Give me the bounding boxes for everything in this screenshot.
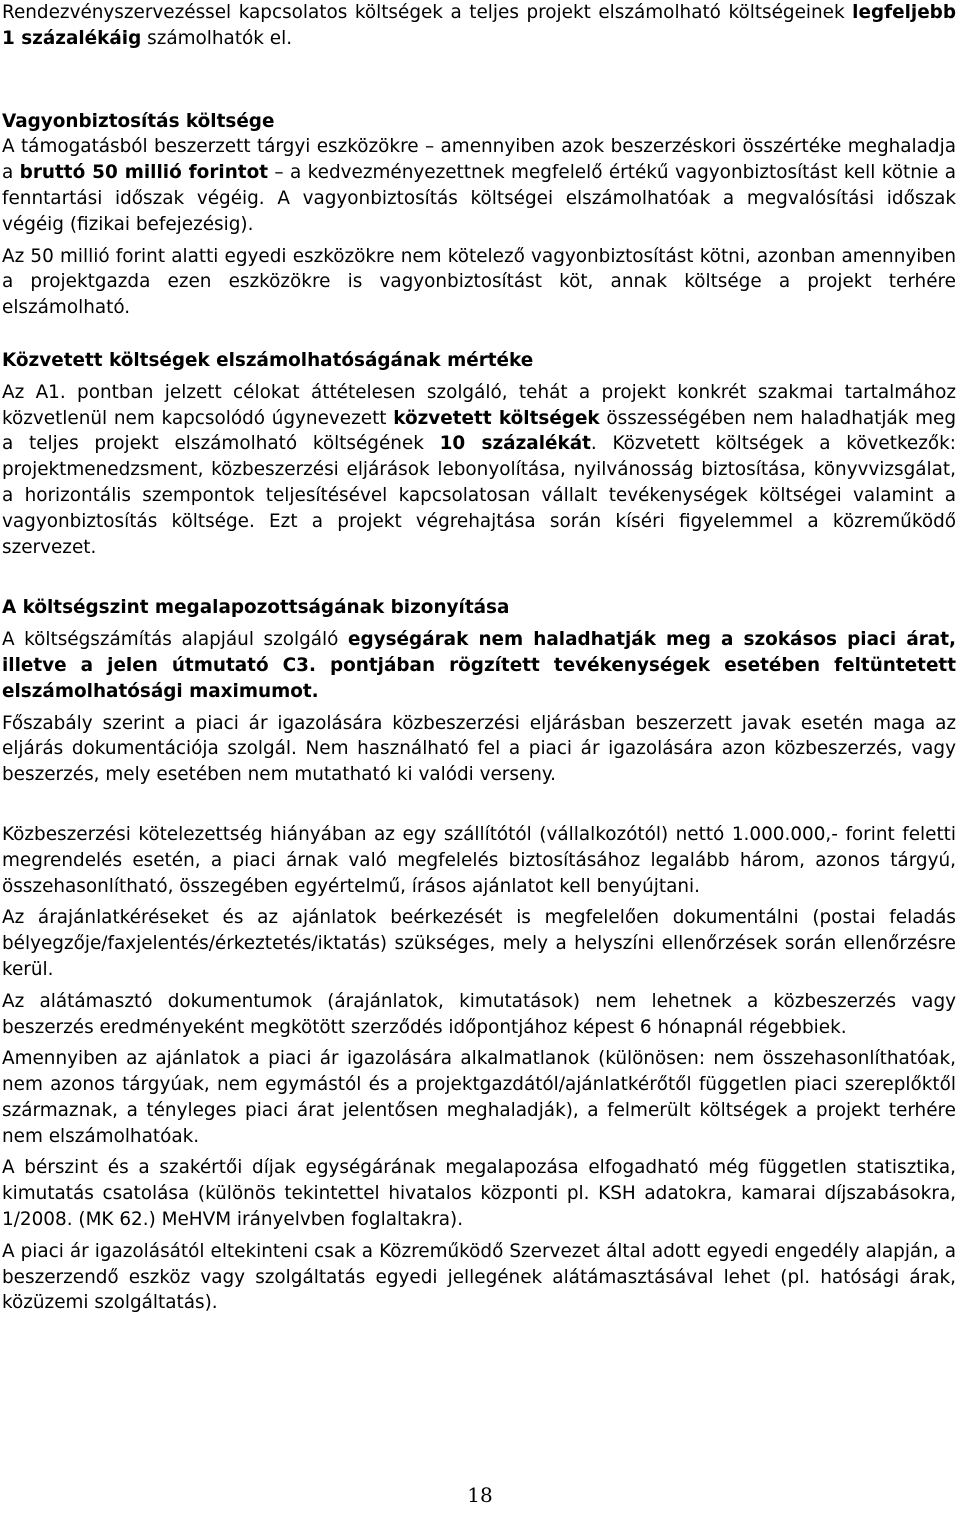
bold-run: 10 százalékát [439, 433, 591, 455]
text-run: – a kedvezményezettnek megfelelő értékű vagyonbiztosítást kell kötnie a fenntartási időszak végéig. A vagyonbiztosítás költségei elszámolhatóak a megvalósítási időszak végéig (fizikai befejezésig). [2, 162, 956, 235]
cost-level-paragraph-3: Közbeszerzési kötelezettség hiányában az egy szállítótól (vállalkozótól) nettó 1.000.000,- forint feletti megrendelés esetén, a piaci árnak való megfelelés biztosításához legalább három, azonos tárgyú, összehasonlítható, összegében egyértelmű, írásos ajánlatot kell benyújtani. [2, 823, 956, 897]
text-run: A költségszámítás alapjául szolgáló [2, 629, 348, 651]
text-run: Az A1. pontban jelzett célokat áttételesen szolgáló, tehát a projekt konkrét szakmai tartalmához közvetlenül nem kapcsolódó úgynevezett [2, 381, 956, 429]
indirect-costs-paragraph [2, 380, 956, 561]
bold-run: legfeljebb 1 százalékáig [2, 2, 956, 49]
insurance-paragraph-1 [2, 134, 956, 237]
cost-level-paragraph-1 [2, 627, 956, 704]
page-number: 18 [467, 1483, 493, 1507]
cost-level-paragraph-6: Amennyiben az ajánlatok a piaci ár igazolására alkalmatlanok (különösen: nem összehasonlíthatóak, nem azonos tárgyúak, nem egymástól és a projektgazdától/ajánlatkérőtől független piaci szereplőktől származnak, a tényleges piaci árat jelentősen meghaladják), a felmerült költségek a projekt terhére nem elszámolhatóak. [2, 1048, 956, 1147]
cost-level-paragraph-8: A piaci ár igazolásától eltekinteni csak a Közreműködő Szervezet által adott egyedi engedély alapján, a beszerzendő eszköz vagy szolgáltatás egyedi jellegének alátámasztásával lehet (pl. hatósági árak, közüzemi szolgáltatás). [2, 1240, 956, 1314]
text-run: összességében nem haladhatják meg a teljes projekt elszámolható költségének [2, 407, 956, 455]
cost-level-paragraph-4: Az árajánlatkéréseket és az ajánlatok beérkezését is megfelelően dokumentálni (postai feladás bélyegzője/faxjelentés/érkeztetés/iktatás) szükséges, mely a helyszíni ellenőrzések során ellenőrzésre kerül. [2, 907, 956, 980]
intro-paragraph [2, 0, 956, 52]
indirect-costs-heading: Közvetett költségek elszámolhatóságának mértéke [2, 349, 534, 371]
text-run: . Közvetett költségek a következők: projektmenedzsment, közbeszerzési eljárások lebonyolítása, nyilvánosság biztosítása, könyvvizsgálat, a horizontális szempontok teljesítésével kapcsolatosan vállalt tevékenységek költségei valamint a vagyonbiztosítás költsége. Ezt a projekt végrehajtása során kíséri figyelemmel a közreműködő szervezet. [2, 433, 956, 558]
cost-level-paragraph-7: A bérszint és a szakértői díjak egységárának megalapozása elfogadható még független statisztika, kimutatás csatolása (különös tekintettel hivatalos központi pl. KSH adatokra, kamarai díjszabásokra, 1/2008. (MK 62.) MeHVM irányelvben foglaltakra). [2, 1157, 956, 1231]
text-run: számolhatók el. [141, 27, 293, 49]
text-run: A támogatásból beszerzett tárgyi eszközökre – amennyiben azok beszerzéskori összértéke meghaladja a [2, 136, 956, 184]
bold-run: közvetett költségek [393, 407, 600, 429]
cost-level-paragraph-5: Az alátámasztó dokumentumok (árajánlatok, kimutatások) nem lehetnek a közbeszerzés vagy beszerzés eredményeként megkötött szerződés időpontjához képest 6 hónapnál régebbiek. [2, 990, 956, 1038]
cost-level-paragraph-2: Főszabály szerint a piaci ár igazolására közbeszerzési eljárásban beszerzett javak esetén maga az eljárás dokumentációja szolgál. Nem használható fel a piaci ár igazolására azon közbeszerzés, vagy beszerzés, mely esetében nem mutatható ki valódi verseny. [2, 712, 956, 786]
text-run: Rendezvényszervezéssel kapcsolatos költségek a teljes projekt elszámolható költségeinek [2, 2, 853, 23]
insurance-paragraph-2: Az 50 millió forint alatti egyedi eszközökre nem kötelező vagyonbiztosítást kötni, azonban amennyiben a projektgazda ezen eszközökre is vagyonbiztosítást köt, annak költsége a projekt terhére elszámolható. [2, 245, 956, 319]
cost-level-heading: A költségszint megalapozottságának bizonyítása [2, 597, 510, 619]
document-page [2, 0, 956, 1316]
bold-run: bruttó 50 millió forintot [19, 162, 269, 184]
bold-run: egységárak nem haladhatják meg a szokásos piaci árat, illetve a jelen útmutató C3. pontjában rögzített tevékenységek esetében feltüntetett elszámolhatósági maximumot. [2, 629, 956, 702]
insurance-heading: Vagyonbiztosítás költsége [2, 110, 275, 132]
